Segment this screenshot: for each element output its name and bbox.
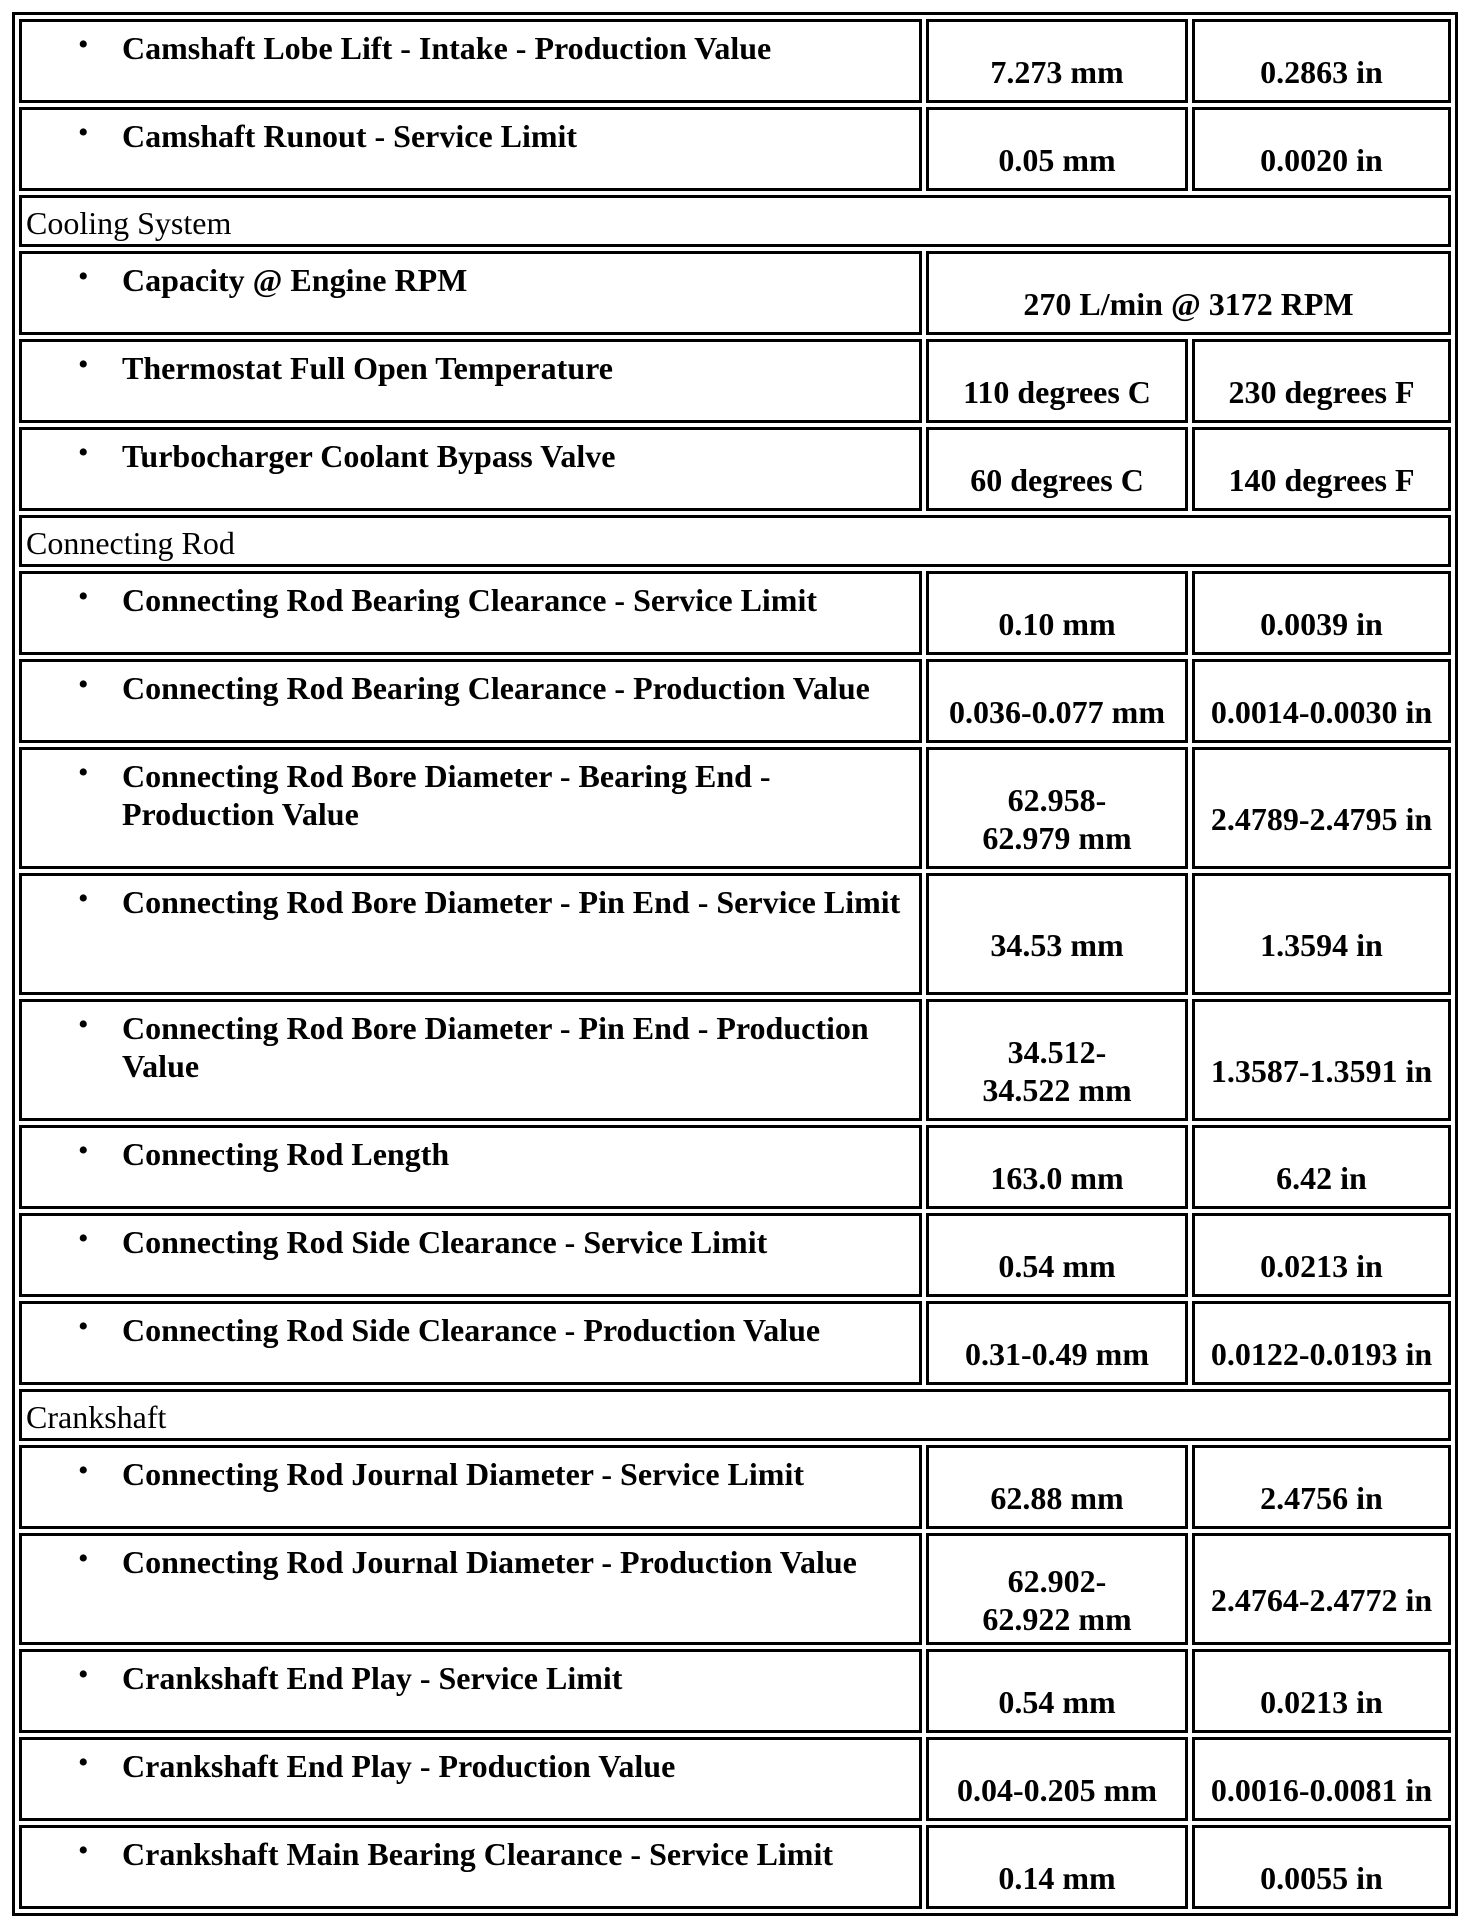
spec-label: Connecting Rod Side Clearance - Production Value (122, 1312, 821, 1348)
bullet-icon: • (78, 260, 89, 293)
bullet-icon: • (78, 1542, 89, 1575)
spec-label-cell (19, 747, 922, 869)
spec-label: Connecting Rod Bearing Clearance - Production Value (122, 670, 870, 706)
spec-metric-cell (926, 1533, 1188, 1645)
spec-imperial-value: 2.4756 in (1260, 1480, 1383, 1516)
spec-label-cell (19, 1301, 922, 1385)
bullet-icon: • (78, 882, 89, 915)
spec-label: Connecting Rod Journal Diameter - Service Limit (122, 1456, 804, 1492)
spec-metric-cell (926, 1649, 1188, 1733)
spec-metric-value: 34.53 mm (990, 927, 1124, 963)
spec-imperial-cell (1192, 659, 1451, 743)
spec-imperial-value: 140 degrees F (1228, 462, 1415, 498)
spec-metric-value: 62.958- 62.979 mm (982, 782, 1132, 856)
spec-row (19, 19, 1451, 103)
spec-label: Capacity @ Engine RPM (122, 262, 468, 298)
spec-label: Crankshaft End Play - Production Value (122, 1748, 676, 1784)
spec-row (19, 427, 1451, 511)
bullet-icon: • (78, 1658, 89, 1691)
bullet-icon: • (78, 668, 89, 701)
spec-imperial-cell (1192, 1737, 1451, 1821)
spec-imperial-value: 0.0055 in (1260, 1860, 1383, 1896)
spec-imperial-value: 0.0122-0.0193 in (1210, 1336, 1433, 1372)
spec-label: Connecting Rod Side Clearance - Service Limit (122, 1224, 768, 1260)
spec-label: Crankshaft End Play - Service Limit (122, 1660, 623, 1696)
spec-label: Connecting Rod Bore Diameter - Pin End - Service Limit (122, 884, 901, 920)
spec-imperial-value: 2.4789-2.4795 in (1210, 801, 1433, 837)
bullet-icon: • (78, 1008, 89, 1041)
spec-row (19, 571, 1451, 655)
spec-metric-cell (926, 659, 1188, 743)
spec-label: Connecting Rod Journal Diameter - Production Value (122, 1544, 857, 1580)
spec-row (19, 107, 1451, 191)
spec-label-cell (19, 659, 922, 743)
spec-imperial-value: 0.0016-0.0081 in (1210, 1772, 1433, 1808)
spec-imperial-value: 1.3594 in (1260, 927, 1383, 963)
spec-metric-cell (926, 339, 1188, 423)
bullet-icon: • (78, 1454, 89, 1487)
spec-label: Camshaft Lobe Lift - Intake - Production Value (122, 30, 772, 66)
spec-label-cell (19, 999, 922, 1121)
spec-metric-value: 163.0 mm (990, 1160, 1124, 1196)
spec-imperial-cell (1192, 339, 1451, 423)
spec-imperial-value: 1.3587-1.3591 in (1210, 1053, 1433, 1089)
spec-row (19, 1737, 1451, 1821)
bullet-icon: • (78, 580, 89, 613)
spec-metric-value: 0.04-0.205 mm (957, 1772, 1157, 1808)
spec-label-cell (19, 1649, 922, 1733)
spec-metric-cell (926, 873, 1188, 995)
spec-metric-cell (926, 1213, 1188, 1297)
spec-label-cell (19, 19, 922, 103)
section-header-row (19, 195, 1451, 247)
spec-metric-value: 7.273 mm (990, 54, 1124, 90)
spec-label-cell (19, 339, 922, 423)
spec-metric-value: 0.14 mm (998, 1860, 1116, 1896)
spec-label: Connecting Rod Bore Diameter - Bearing End - Production Value (122, 758, 771, 832)
spec-row (19, 1649, 1451, 1733)
spec-imperial-value: 6.42 in (1276, 1160, 1367, 1196)
spec-label: Thermostat Full Open Temperature (122, 350, 613, 386)
spec-row (19, 1825, 1451, 1909)
spec-row (19, 999, 1451, 1121)
spec-label-cell (19, 251, 922, 335)
spec-imperial-cell (1192, 873, 1451, 995)
spec-imperial-cell (1192, 1213, 1451, 1297)
spec-imperial-cell (1192, 427, 1451, 511)
spec-imperial-value: 0.0020 in (1260, 142, 1383, 178)
spec-metric-value: 0.10 mm (998, 606, 1116, 642)
spec-label-cell (19, 1737, 922, 1821)
spec-label: Connecting Rod Bore Diameter - Pin End - Production Value (122, 1010, 869, 1084)
spec-metric-cell (926, 1301, 1188, 1385)
spec-metric-value: 0.05 mm (998, 142, 1116, 178)
spec-row (19, 1213, 1451, 1297)
spec-imperial-cell (1192, 1445, 1451, 1529)
spec-label-cell (19, 427, 922, 511)
spec-metric-value: 0.54 mm (998, 1684, 1116, 1720)
bullet-icon: • (78, 436, 89, 469)
spec-metric-cell (926, 1445, 1188, 1529)
spec-label: Connecting Rod Length (122, 1136, 450, 1172)
spec-metric-value: 34.512- 34.522 mm (982, 1034, 1132, 1108)
spec-label-cell (19, 1533, 922, 1645)
spec-imperial-cell (1192, 1125, 1451, 1209)
spec-label: Connecting Rod Bearing Clearance - Service Limit (122, 582, 817, 618)
spec-label-cell (19, 107, 922, 191)
spec-metric-value: 110 degrees C (963, 374, 1151, 410)
section-header: Crankshaft (19, 1389, 1451, 1441)
spec-label: Camshaft Runout - Service Limit (122, 118, 578, 154)
spec-metric-cell (926, 1825, 1188, 1909)
spec-label-cell (19, 1213, 922, 1297)
spec-metric-value: 0.31-0.49 mm (965, 1336, 1149, 1372)
spec-row (19, 1445, 1451, 1529)
spec-row (19, 659, 1451, 743)
spec-row (19, 1533, 1451, 1645)
spec-imperial-cell (1192, 747, 1451, 869)
spec-imperial-cell (1192, 19, 1451, 103)
spec-metric-cell (926, 427, 1188, 511)
bullet-icon: • (78, 348, 89, 381)
spec-label-cell (19, 1125, 922, 1209)
specifications-table-body (19, 19, 1451, 1909)
specifications-table (12, 12, 1458, 1916)
bullet-icon: • (78, 1222, 89, 1255)
section-header-row (19, 1389, 1451, 1441)
spec-metric-value: 0.036-0.077 mm (949, 694, 1165, 730)
spec-imperial-value: 0.0039 in (1260, 606, 1383, 642)
spec-metric-cell (926, 1737, 1188, 1821)
section-header: Connecting Rod (19, 515, 1451, 567)
spec-label-cell (19, 1445, 922, 1529)
spec-imperial-cell (1192, 1301, 1451, 1385)
bullet-icon: • (78, 1134, 89, 1167)
spec-metric-cell (926, 19, 1188, 103)
spec-imperial-value: 2.4764-2.4772 in (1210, 1582, 1433, 1618)
spec-row (19, 339, 1451, 423)
spec-imperial-value: 0.0213 in (1260, 1684, 1383, 1720)
spec-metric-cell (926, 747, 1188, 869)
spec-value-merged (926, 251, 1451, 335)
spec-imperial-cell (1192, 571, 1451, 655)
section-header-row (19, 515, 1451, 567)
spec-label-cell (19, 571, 922, 655)
spec-row (19, 1125, 1451, 1209)
spec-imperial-cell (1192, 999, 1451, 1121)
bullet-icon: • (78, 1310, 89, 1343)
bullet-icon: • (78, 28, 89, 61)
spec-imperial-value: 0.0014-0.0030 in (1210, 694, 1433, 730)
spec-label-cell (19, 1825, 922, 1909)
spec-metric-value: 62.902- 62.922 mm (982, 1563, 1132, 1637)
spec-imperial-value: 0.2863 in (1260, 54, 1383, 90)
spec-imperial-cell (1192, 1649, 1451, 1733)
spec-row (19, 747, 1451, 869)
bullet-icon: • (78, 1746, 89, 1779)
spec-label-cell (19, 873, 922, 995)
spec-metric-cell (926, 571, 1188, 655)
spec-value-text: 270 L/min @ 3172 RPM (1023, 286, 1354, 322)
spec-metric-cell (926, 107, 1188, 191)
spec-row (19, 251, 1451, 335)
spec-metric-cell (926, 1125, 1188, 1209)
spec-metric-value: 62.88 mm (990, 1480, 1124, 1516)
spec-metric-cell (926, 999, 1188, 1121)
spec-metric-value: 60 degrees C (970, 462, 1144, 498)
spec-row (19, 873, 1451, 995)
spec-metric-value: 0.54 mm (998, 1248, 1116, 1284)
spec-imperial-cell (1192, 1533, 1451, 1645)
spec-label: Crankshaft Main Bearing Clearance - Service Limit (122, 1836, 833, 1872)
section-header: Cooling System (19, 195, 1451, 247)
bullet-icon: • (78, 756, 89, 789)
bullet-icon: • (78, 116, 89, 149)
spec-imperial-cell (1192, 107, 1451, 191)
spec-imperial-value: 230 degrees F (1228, 374, 1415, 410)
spec-label: Turbocharger Coolant Bypass Valve (122, 438, 616, 474)
spec-imperial-cell (1192, 1825, 1451, 1909)
spec-row (19, 1301, 1451, 1385)
bullet-icon: • (78, 1834, 89, 1867)
spec-imperial-value: 0.0213 in (1260, 1248, 1383, 1284)
